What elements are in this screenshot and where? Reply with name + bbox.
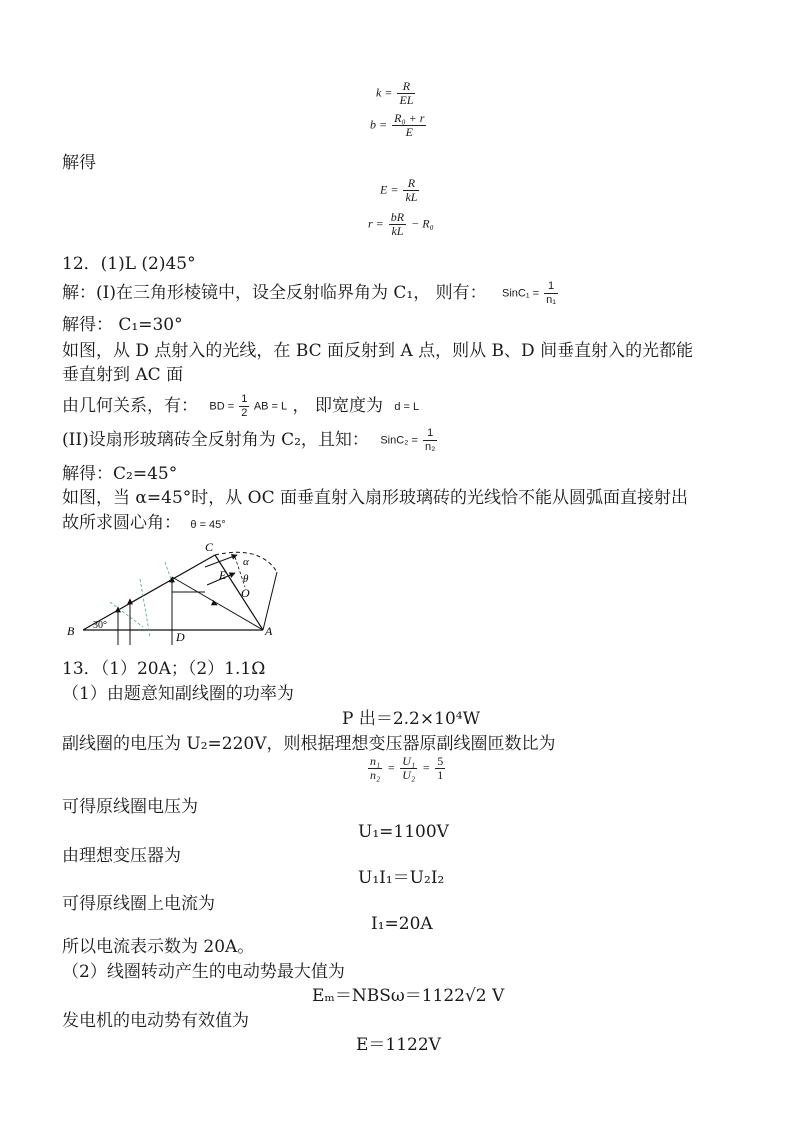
q12-line5	[62, 393, 419, 420]
denominator: n₂	[424, 441, 436, 453]
q13-line2: 副线圈的电压为 U₂=220V，则根据理想变压器原副线圈匝数比为	[62, 734, 556, 754]
fraction-1-over-n1	[544, 280, 558, 307]
denominator: n₁	[546, 294, 556, 306]
label-a: A	[265, 624, 273, 638]
denominator: 1	[437, 768, 444, 782]
q12-line4: 垂直射到 AC 面	[62, 365, 184, 385]
q12-header: 12．(1)L (2)45°	[62, 254, 196, 274]
current-i1: I₁=20A	[371, 914, 433, 934]
voltage-u1: U₁=1100V	[358, 822, 449, 842]
equals-sign: =	[379, 117, 388, 132]
denominator: E	[405, 125, 413, 139]
q13-line1: （1）由题意知副线圈的功率为	[62, 684, 294, 704]
denominator: n₂	[370, 768, 381, 782]
fraction-r-over-kl	[403, 177, 419, 204]
label-e: E	[219, 568, 227, 582]
label-theta: θ	[243, 573, 249, 585]
emf-max: Eₘ＝NBSω＝1122√2 V	[312, 986, 505, 1006]
q12-line9	[62, 512, 226, 536]
formula-left: SinC₁ =	[502, 287, 540, 300]
turns-ratio	[366, 755, 447, 782]
denominator: kL	[391, 224, 404, 238]
power-out: P 出＝2.2×10⁴W	[342, 709, 481, 729]
q12-line6	[62, 427, 439, 454]
q12-line5-text: 由几何关系，有：	[62, 396, 198, 416]
reflected-ray	[172, 577, 263, 630]
prism-diagram	[55, 537, 295, 652]
equals-sign: =	[384, 85, 393, 100]
numerator: n₁	[370, 754, 381, 768]
numerator: R₀ + r	[394, 111, 425, 125]
q12-line1	[62, 280, 560, 307]
q13-line4: 由理想变压器为	[62, 846, 181, 866]
formula-right: AB = L	[253, 400, 288, 413]
denominator: EL	[399, 93, 414, 107]
q12-line8: 如图，当 α=45°时，从 OC 面垂直射入扇形玻璃砖的光线恰不能从圆弧面直接射出	[62, 488, 689, 508]
label-d: D	[176, 630, 185, 644]
denominator: 2	[241, 407, 248, 419]
q12-line7: 解得：C₂=45°	[62, 464, 178, 484]
q13-header: 13．（1）20A；（2）1.1Ω	[62, 659, 266, 679]
equals-sign: =	[375, 216, 384, 231]
q12-line6-text: (II)设扇形玻璃砖全反射角为 C₂，且知：	[62, 430, 369, 450]
q12-line3: 如图，从 D 点射入的光线，在 BC 面反射到 A 点，则从 B、D 间垂直射入的光都能	[62, 341, 694, 361]
numerator: U₁	[402, 754, 416, 768]
equals-sign: =	[390, 182, 399, 197]
formula-left: SinC₂ =	[380, 434, 418, 447]
fraction-1-over-n2	[423, 427, 437, 454]
var-k: k	[376, 85, 382, 100]
q12-line5-text2: ， 即宽度为	[292, 396, 383, 416]
equation-r	[368, 211, 434, 238]
fraction-r0r-over-e	[392, 112, 426, 139]
formula-d: d = L	[394, 400, 420, 413]
equals-sign: =	[387, 760, 396, 775]
fraction-5-1	[435, 755, 445, 782]
edge-oa	[263, 572, 277, 630]
fraction-n1-n2	[368, 755, 382, 782]
label-c: C	[205, 540, 214, 554]
equation-k	[376, 80, 417, 107]
q13-line6: 所以电流表示数为 20A。	[62, 937, 255, 957]
var-r: r	[368, 216, 373, 231]
denominator: U₂	[402, 768, 416, 782]
numerator: bR	[390, 210, 405, 224]
q13-line3: 可得原线圈电压为	[62, 797, 198, 817]
numerator: R	[397, 80, 415, 94]
equation-b	[370, 112, 428, 139]
numerator: R	[403, 177, 419, 191]
fraction-r-over-el	[397, 80, 415, 107]
reflected-arrow	[215, 604, 217, 605]
numerator: 5	[437, 754, 444, 768]
fraction-1-over-2	[239, 393, 249, 420]
power-equation: U₁I₁＝U₂I₂	[358, 868, 445, 888]
equation-e	[380, 177, 421, 204]
text-solve: 解得	[62, 153, 96, 173]
emf-effective: E＝1122V	[356, 1035, 441, 1055]
q12-line1-text: 解：(I)在三角形棱镜中，设全反射临界角为 C₁， 则有：	[62, 283, 487, 303]
formula-sinc2	[380, 427, 439, 454]
q12-line2: 解得： C₁=30°	[62, 315, 183, 335]
q13-line7: （2）线圈转动产生的电动势最大值为	[62, 962, 345, 982]
equals-sign: =	[422, 760, 431, 775]
label-o: O	[241, 586, 250, 600]
formula-sinc1	[502, 280, 560, 307]
fraction-u1-u2	[400, 755, 417, 782]
numerator: 1	[544, 280, 558, 294]
q12-line9-text: 故所求圆心角：	[62, 513, 181, 533]
label-alpha: α	[243, 556, 249, 568]
label-b: B	[67, 624, 75, 638]
normal-2	[140, 579, 150, 637]
formula-theta: θ = 45°	[190, 519, 226, 531]
q13-line5: 可得原线圈上电流为	[62, 894, 215, 914]
numerator: 1	[423, 427, 437, 441]
var-e: E	[380, 182, 388, 197]
minus-r0: − R₀	[411, 216, 434, 231]
q13-line8: 发电机的电动势有效值为	[62, 1011, 249, 1031]
edge-ca	[215, 555, 263, 630]
fraction-br-over-kl	[389, 211, 406, 238]
label-angle: 30°	[93, 620, 107, 631]
formula-bd	[209, 393, 287, 420]
numerator: 1	[241, 393, 248, 405]
denominator: kL	[405, 190, 418, 204]
var-b: b	[370, 117, 376, 132]
formula-left: BD =	[209, 400, 235, 413]
